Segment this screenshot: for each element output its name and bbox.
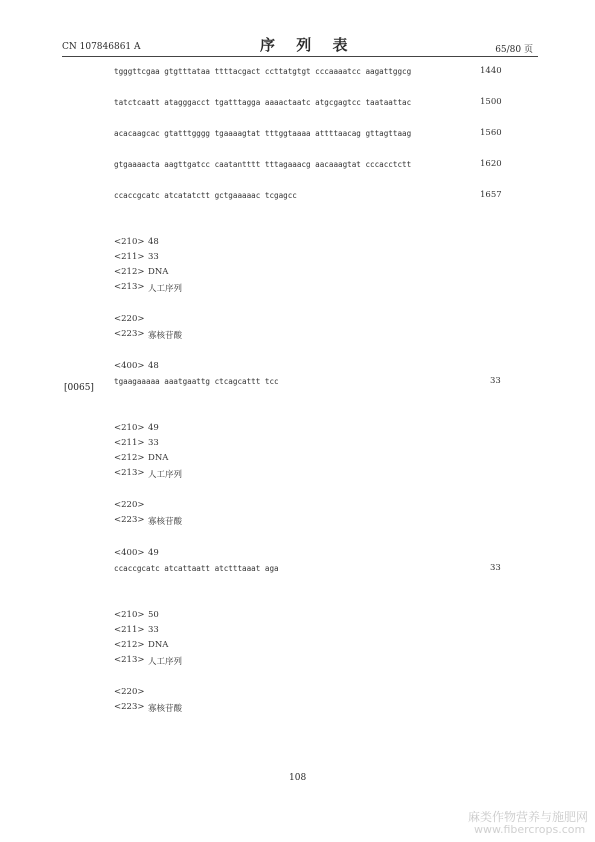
sequence-line: ccaccgcatc atcattaatt atctttaaat aga bbox=[114, 564, 279, 573]
field-223 bbox=[114, 515, 183, 527]
field-tag: <213> bbox=[114, 282, 145, 292]
field-tag: <213> bbox=[114, 468, 145, 478]
field-tag: <220> bbox=[114, 500, 145, 510]
watermark-title: 麻类作物营养与施肥网 bbox=[468, 810, 589, 824]
field-value: DNA bbox=[148, 453, 169, 463]
sequence-position: 1500 bbox=[480, 97, 502, 107]
sequence-line: ccaccgcatc atcatatctt gctgaaaaac tcgagcc bbox=[114, 191, 297, 200]
sequence-position: 1657 bbox=[480, 190, 502, 200]
paragraph-marker: [0065] bbox=[64, 383, 94, 393]
page-reference: 65/80 页 bbox=[495, 45, 533, 55]
field-tag: <400> bbox=[114, 548, 145, 558]
field-value: 33 bbox=[148, 625, 159, 635]
page-title: 序 列 表 bbox=[260, 36, 356, 54]
field-400 bbox=[114, 548, 159, 558]
field-value: 48 bbox=[148, 361, 159, 371]
field-tag: <211> bbox=[114, 252, 145, 262]
field-value: 49 bbox=[148, 548, 159, 558]
field-223 bbox=[114, 329, 183, 341]
field-212 bbox=[114, 640, 169, 650]
sequence-length: 33 bbox=[490, 563, 501, 573]
document-number: CN 107846861 A bbox=[62, 42, 141, 52]
field-tag: <220> bbox=[114, 687, 145, 697]
field-value: 33 bbox=[148, 438, 159, 448]
field-value: 50 bbox=[148, 610, 159, 620]
field-213 bbox=[114, 282, 183, 294]
field-tag: <210> bbox=[114, 610, 145, 620]
sequence-line: tatctcaatt atagggacct tgatttagga aaaactaatc atgcgagtcc taataattac bbox=[114, 98, 412, 107]
field-tag: <210> bbox=[114, 423, 145, 433]
field-value: 寡核苷酸 bbox=[148, 331, 183, 341]
field-210 bbox=[114, 610, 159, 620]
field-tag: <212> bbox=[114, 267, 145, 277]
field-213 bbox=[114, 655, 183, 667]
field-tag: <223> bbox=[114, 702, 145, 712]
field-220 bbox=[114, 314, 144, 324]
field-value: 33 bbox=[148, 252, 159, 262]
field-value: 人工序列 bbox=[148, 470, 183, 480]
field-tag: <210> bbox=[114, 237, 145, 247]
field-213 bbox=[114, 468, 183, 480]
field-value: 人工序列 bbox=[148, 657, 183, 667]
watermark-url: www.fibercrops.com bbox=[474, 823, 586, 836]
sequence-line: acacaagcac gtatttgggg tgaaaagtat tttggtaaaa attttaacag gttagttaag bbox=[114, 129, 412, 138]
field-value: 人工序列 bbox=[148, 284, 183, 294]
sequence-position: 1560 bbox=[480, 128, 502, 138]
page-number: 108 bbox=[289, 773, 307, 783]
field-tag: <220> bbox=[114, 314, 145, 324]
field-210 bbox=[114, 423, 159, 433]
sequence-line: tgggttcgaa gtgtttataa ttttacgact ccttatgtgt cccaaaatcc aagattggcg bbox=[114, 67, 412, 76]
field-tag: <223> bbox=[114, 329, 145, 339]
field-value: DNA bbox=[148, 640, 169, 650]
field-211 bbox=[114, 252, 159, 262]
header-rule bbox=[62, 56, 538, 57]
field-value: DNA bbox=[148, 267, 169, 277]
field-212 bbox=[114, 453, 169, 463]
field-tag: <213> bbox=[114, 655, 145, 665]
field-tag: <400> bbox=[114, 361, 145, 371]
field-220 bbox=[114, 500, 144, 510]
field-tag: <211> bbox=[114, 625, 145, 635]
field-value: 49 bbox=[148, 423, 159, 433]
sequence-line: gtgaaaacta aagttgatcc caatantttt tttagaaacg aacaaagtat cccacctctt bbox=[114, 160, 412, 169]
field-220 bbox=[114, 687, 144, 697]
field-value: 寡核苷酸 bbox=[148, 704, 183, 714]
field-value: 寡核苷酸 bbox=[148, 517, 183, 527]
field-210 bbox=[114, 237, 159, 247]
field-tag: <212> bbox=[114, 640, 145, 650]
field-211 bbox=[114, 438, 159, 448]
field-211 bbox=[114, 625, 159, 635]
sequence-line: tgaagaaaaa aaatgaattg ctcagcattt tcc bbox=[114, 377, 279, 386]
field-tag: <212> bbox=[114, 453, 145, 463]
field-212 bbox=[114, 267, 169, 277]
field-tag: <223> bbox=[114, 515, 145, 525]
field-tag: <211> bbox=[114, 438, 145, 448]
field-400 bbox=[114, 361, 159, 371]
sequence-length: 33 bbox=[490, 376, 501, 386]
sequence-position: 1440 bbox=[480, 66, 502, 76]
field-223 bbox=[114, 702, 183, 714]
field-value: 48 bbox=[148, 237, 159, 247]
sequence-position: 1620 bbox=[480, 159, 502, 169]
